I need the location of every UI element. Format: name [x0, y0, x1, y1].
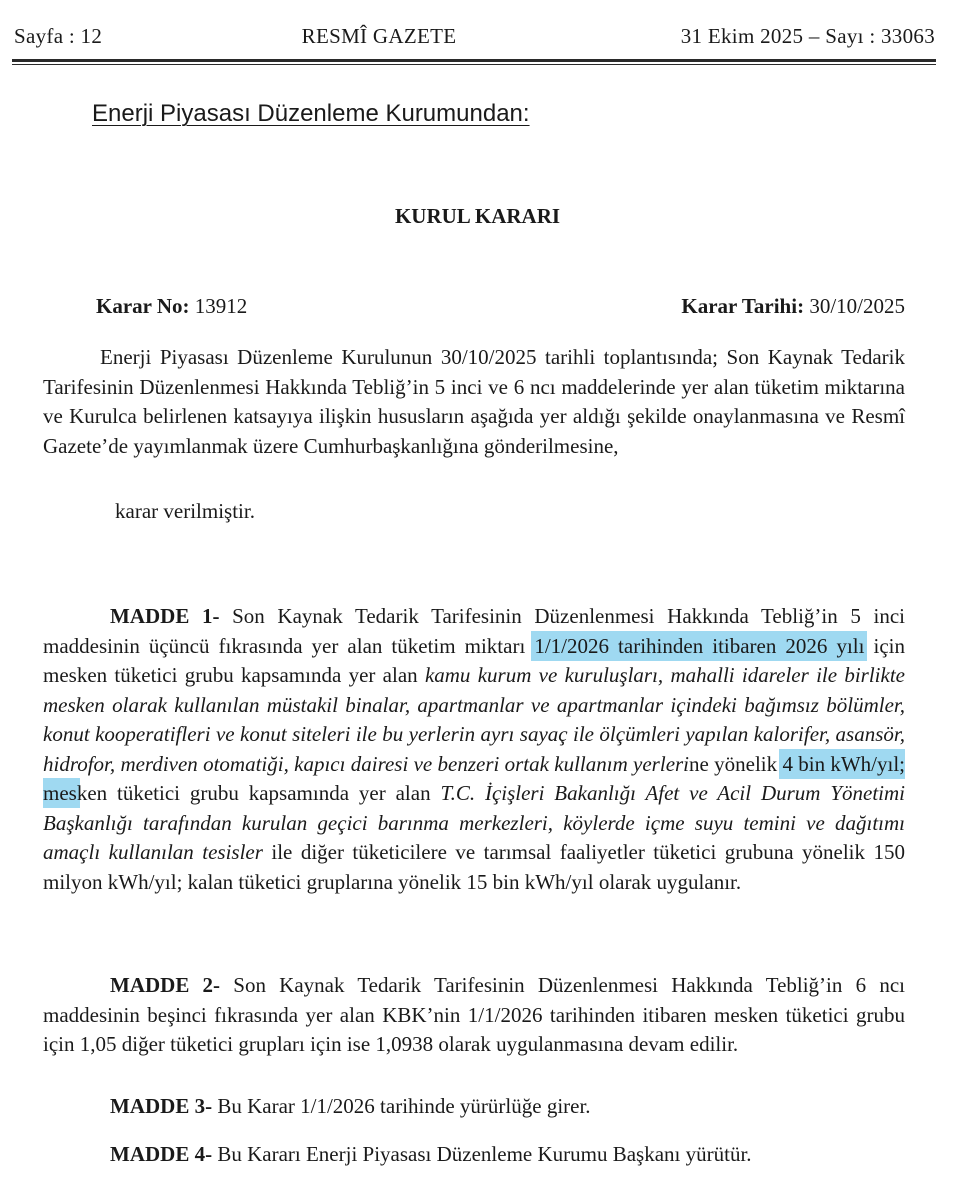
- decision-date-value: 30/10/2025: [809, 294, 905, 318]
- decision-number-value: 13912: [194, 294, 248, 318]
- article-3-label: MADDE 3-: [110, 1094, 213, 1118]
- decision-date: [681, 292, 905, 320]
- article-4-text: Bu Kararı Enerji Piyasası Düzenleme Kurumu Başkanı yürütür.: [212, 1142, 752, 1166]
- decision-title: KURUL KARARI: [394, 204, 561, 228]
- article-1-italic-2: T.C. İçişleri Bakanlığı Afet ve Acil Durum Yönetimi Başkanlığı tarafından kurulan geçici barınma merkezleri, köylerde içme suyu temini ve dağıtımı amaçlı kullanılan tesisler: [43, 781, 906, 864]
- gazette-title: RESMÎ GAZETE: [301, 24, 457, 48]
- header-rule-thick: [12, 59, 936, 62]
- article-1-text-3: ne yönelik: [689, 751, 783, 776]
- article-3: [110, 1092, 591, 1122]
- institution-heading: Enerji Piyasası Düzenleme Kurumundan:: [92, 100, 530, 127]
- article-1-text-2: için mesken tüketici grubu kapsamında yer alan: [43, 633, 906, 687]
- decision-date-label: Karar Tarihi:: [681, 294, 805, 318]
- article-2-label: MADDE 2-: [110, 973, 221, 997]
- intro-paragraph: Enerji Piyasası Düzenleme Kurulunun 30/10/2025 tarihli toplantısında; Son Kaynak Tedarik Tarifesinin Düzenlenmesi Hakkında Tebliğ’in 5 inci ve 6 ncı maddelerinde yer alan tüketim miktarına ve Kurulca belirlenen katsayıya ilişkin hususların aşağıda yer aldığı şekilde onaylanmasına ve Resmî Gazete’de yayımlanmak üzere Cumhurbaşkanlığına gönderilmesine,: [43, 345, 905, 458]
- article-1-text-5: ile diğer tüketicilere ve tarımsal faaliyetler tüketici grubuna yönelik 150 milyon kWh/yıl; kalan tüketici gruplarına yönelik 15 bin kWh/yıl olarak uygulanır.: [43, 840, 905, 894]
- header-rule-thin: [12, 64, 936, 65]
- article-1-text-1: Son Kaynak Tedarik Tarifesinin Düzenlenmesi Hakkında Tebliğ’in 5 inci maddesinin üçüncü fıkrasında yer alan tüketim miktarı: [43, 604, 905, 658]
- article-1-highlight-1: 1/1/2026 tarihinden itibaren 2026 yılı: [534, 633, 865, 658]
- article-2: [43, 971, 905, 1060]
- article-2-text: Son Kaynak Tedarik Tarifesinin Düzenlenmesi Hakkında Tebliğ’in 6 ncı maddesinin beşinci fıkrasında yer alan KBK’nin 1/1/2026 tarihinden itibaren mesken tüketici grubu için 1,05 diğer tüketici grupları için ise 1,0938 olarak uygulanmasına devam edilir.: [43, 973, 905, 1056]
- article-4: [110, 1140, 752, 1170]
- article-1: [43, 602, 905, 897]
- article-4-label: MADDE 4-: [110, 1142, 213, 1166]
- article-1-text-4: ken tüketici grubu kapsamında yer alan: [76, 781, 441, 805]
- closing-line: karar verilmiştir.: [115, 499, 255, 523]
- article-1-highlight-2: 4 bin kWh/yıl; mes: [43, 751, 906, 805]
- article-3-text: Bu Karar 1/1/2026 tarihinde yürürlüğe girer.: [212, 1094, 591, 1118]
- page-number: Sayfa : 12: [14, 24, 103, 48]
- issue-info: 31 Ekim 2025 – Sayı : 33063: [680, 24, 935, 48]
- article-1-italic-1: kamu kurum ve kuruluşları, mahalli idareler ile birlikte mesken olarak kullanılan müstakil binalar, apartmanlar ve apartmanlar içindeki bağımsız bölümler, konut kooperatifleri ve konut siteleri ile bu yerlerin ayrı sayaç ile ölçümleri yapılan kalorifer, asansör, hidrofor, merdiven otomatiği, kapıcı dairesi ve benzeri ortak kullanım yerleri: [43, 663, 905, 776]
- decision-number-label: Karar No:: [96, 294, 190, 318]
- decision-number: [96, 292, 247, 320]
- article-1-label: MADDE 1-: [110, 604, 220, 628]
